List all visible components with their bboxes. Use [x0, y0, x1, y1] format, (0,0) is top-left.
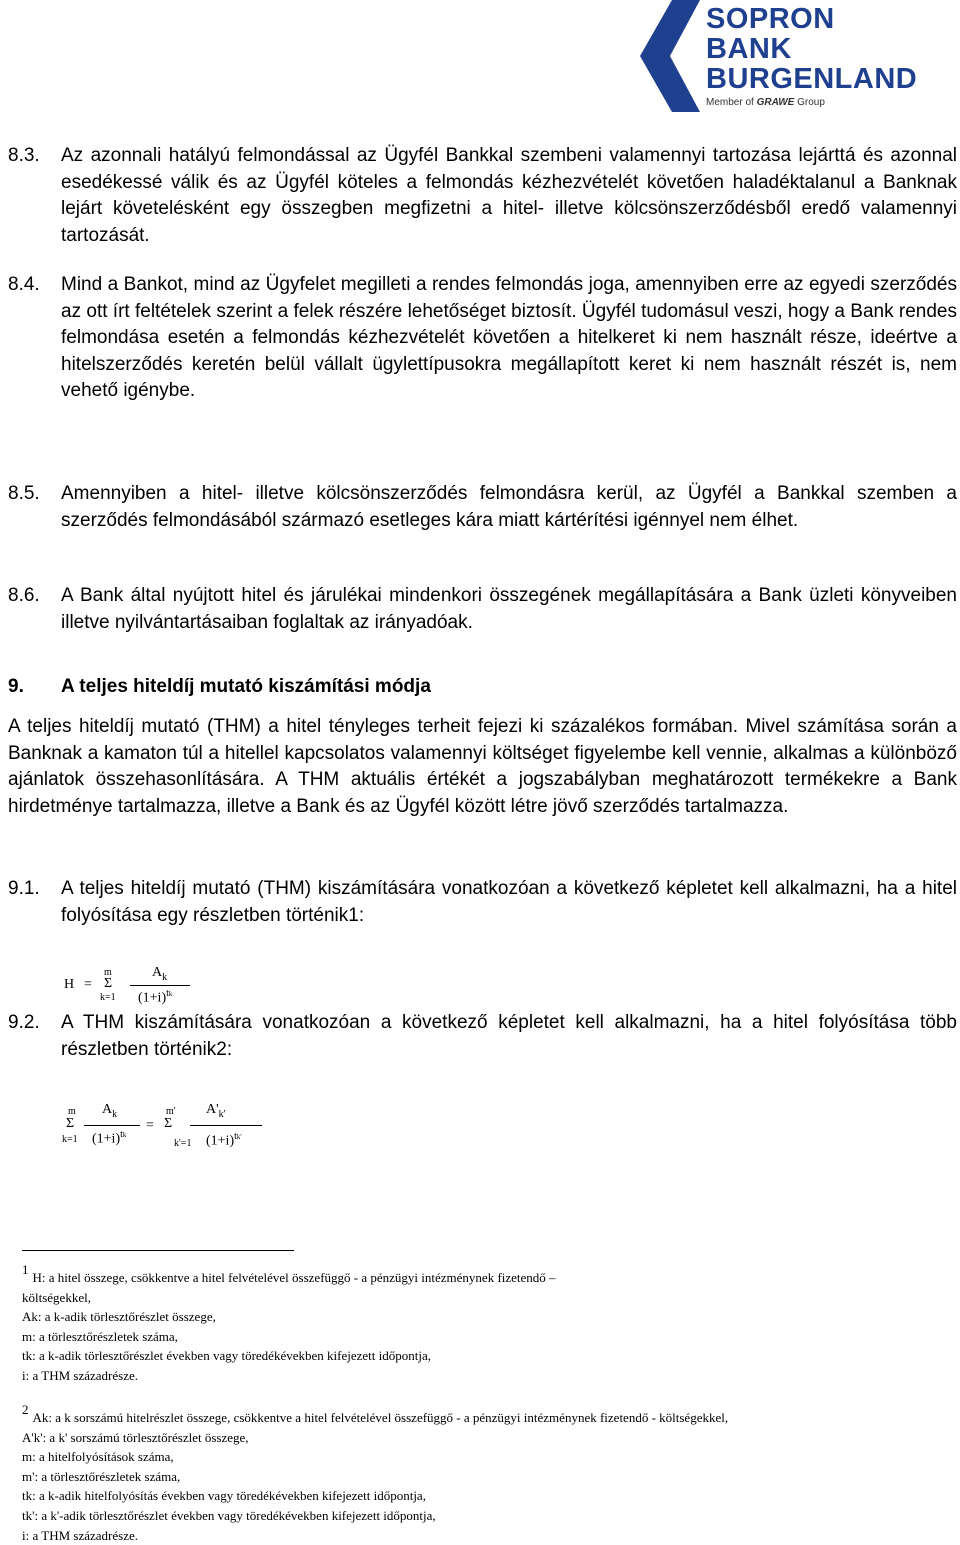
- footnote-separator: [22, 1250, 294, 1251]
- section-number: 8.6.: [8, 585, 40, 606]
- formula-lhs: H: [64, 977, 75, 992]
- left-numerator-subscript: k: [112, 1108, 118, 1120]
- footnote-line: költségekkel,: [22, 1289, 91, 1305]
- logo-line-2: BANK: [706, 33, 792, 65]
- footnote-line: [22, 1402, 952, 1428]
- section-9-intro: A teljes hiteldíj mutató (THM) a hitel tényleges terheit fejezi ki százalékos formában. Mivel számítása során a Banknak a kamaton túl a hitellel kapcsolatos valamennyi költséget figyelembe kell vennie, alkalmas a különböző ajánlatok összehasonlítására. A THM aktuális értékét a jogszabályban meghatározott termékekre a Bank hirdetménye tartalmazza, illetve a Bank és az Ügyfél között létre jövő szerződés tartalmazza.: [8, 716, 957, 817]
- section-8-6: [0, 583, 960, 639]
- footnote-marker: 1: [22, 1262, 29, 1277]
- formula-1: [58, 962, 208, 1007]
- footnote-line: m': a törlesztőrészletek száma,: [22, 1468, 181, 1484]
- sum-lower: k=1: [100, 992, 116, 1003]
- exponent-subscript: k: [168, 990, 173, 998]
- heading-number: 9.: [8, 676, 24, 697]
- right-denominator-exponent: [234, 1131, 242, 1142]
- logo-chevron-icon: [640, 0, 704, 112]
- right-numerator-subscript: k': [218, 1108, 226, 1120]
- right-sum-symbol: Σ: [164, 1116, 173, 1131]
- footnote-line: m: a hitelfolyósítások száma,: [22, 1449, 174, 1465]
- footnote-text: H: a hitel összege, csökkentve a hitel felvételével összefüggő - a pénzügyi intézménynek fizetendő –: [32, 1270, 556, 1285]
- denominator-exponent: [166, 988, 172, 999]
- footnote-line: i: a THM századrésze.: [22, 1367, 138, 1383]
- section-text: A THM kiszámítására vonatkozóan a következő képletet kell alkalmazni, ha a hitel folyósítása több részletben történik2:: [61, 1012, 957, 1060]
- logo-wordmark: [706, 4, 917, 94]
- right-numerator-symbol: A': [206, 1102, 219, 1117]
- formula-2: [60, 1100, 280, 1155]
- section-text: A Bank által nyújtott hitel és járulékai mindenkori összegének megállapítására a Bank üzleti könyveiben illetve nyilvántartásaiban foglaltak az irányadóak.: [61, 585, 957, 633]
- logo-line-3: BURGENLAND: [706, 63, 918, 95]
- footnote-line: Ak: a k-adik törlesztőrészlet összege,: [22, 1309, 216, 1325]
- left-denominator: [92, 1129, 126, 1148]
- section-8-5: [0, 481, 960, 563]
- section-number: 9.1.: [8, 878, 40, 899]
- left-sum-upper: m: [68, 1106, 76, 1117]
- section-text: Az azonnali hatályú felmondással az Ügyfél Bankkal szembeni valamennyi tartozása lejárttá és azonnal esedékessé válik és az Ügyfél köteles a felmondás kézhezvételét követően haladéktalanul a Banknak lejárt követelésként egy összegben megfizetni a hitel- illetve kölcsönszerződésből eredő valamennyi tartozását.: [61, 145, 957, 246]
- formula-equals: =: [84, 977, 92, 992]
- footnote-marker: 2: [22, 1402, 29, 1417]
- right-denominator: [206, 1131, 242, 1150]
- footnote-2: [22, 1402, 952, 1545]
- section-number: 8.3.: [8, 145, 40, 166]
- section-number: 8.5.: [8, 483, 40, 504]
- left-exponent-symbol: t: [120, 1129, 123, 1140]
- left-numerator: [102, 1102, 117, 1120]
- section-8-3: [0, 143, 960, 251]
- right-denominator-base: (1+i): [206, 1133, 235, 1149]
- footnote-line: A'k': a k' sorszámú törlesztőrészlet összege,: [22, 1429, 249, 1445]
- left-denominator-exponent: [120, 1129, 126, 1140]
- section-number: 9.2.: [8, 1012, 40, 1033]
- footnote-line: i: a THM századrésze.: [22, 1527, 138, 1543]
- bank-logo: [706, 4, 956, 112]
- left-numerator-symbol: A: [102, 1102, 113, 1117]
- left-denominator-base: (1+i): [92, 1131, 121, 1147]
- footnote-line: m: a törlesztőrészletek száma,: [22, 1328, 178, 1344]
- denominator: [138, 988, 172, 1007]
- right-fraction-bar: [190, 1125, 262, 1126]
- left-exponent-subscript: k: [122, 1131, 127, 1139]
- section-9-1: [0, 876, 960, 932]
- footnote-line: tk': a k'-adik törlesztőrészlet években vagy töredékévekben kifejezett időpontja,: [22, 1507, 436, 1523]
- footnote-text: Ak: a k sorszámú hitelrészlet összege, csökkentve a hitel felvételével összefüggő - a pénzügyi intézménynek fizetendő - költségekkel,: [32, 1410, 729, 1425]
- denominator-base: (1+i): [138, 990, 167, 1006]
- section-text: Amennyiben a hitel- illetve kölcsönszerződés felmondásra kerül, az Ügyfél a Bankkal szemben a szerződés felmondásából származó esetleges kára miatt kártérítési igénnyel nem élhet.: [61, 483, 957, 531]
- right-numerator: [206, 1102, 225, 1120]
- right-sum-lower: k'=1: [174, 1138, 192, 1149]
- footnote-line: tk: a k-adik hitelfolyósítás években vagy töredékévekben kifejezett időpontja,: [22, 1488, 426, 1504]
- sum-upper: m: [104, 967, 112, 978]
- section-9-2: [0, 1010, 960, 1066]
- fraction-bar: [130, 985, 190, 986]
- numerator: [152, 965, 167, 983]
- left-sum-lower: k=1: [62, 1134, 78, 1145]
- footnote-line: [22, 1262, 952, 1288]
- right-exponent-subscript: k': [236, 1133, 242, 1141]
- left-fraction-bar: [84, 1125, 140, 1126]
- section-8-4: [0, 272, 960, 462]
- footnote-1: [22, 1262, 952, 1386]
- left-sum-symbol: Σ: [66, 1116, 75, 1131]
- logo-member-prefix: Member of: [706, 97, 757, 108]
- heading-title: A teljes hiteldíj mutató kiszámítási módja: [61, 676, 431, 697]
- numerator-subscript: k: [162, 971, 168, 983]
- logo-member-group: GRAWE: [756, 97, 795, 108]
- footnote-line: tk: a k-adik törlesztőrészlet években vagy töredékévekben kifejezett időpontja,: [22, 1348, 431, 1364]
- section-text: Mind a Bankot, mind az Ügyfelet megilleti a rendes felmondás joga, amennyiben erre az egyedi szerződés az ott írt feltételek szerint a felek részére lehetőséget biztosít. Ügyfél tudomásul veszi, hogy a Bank rendes felmondása esetén a felmondás kézhezvételét követően a hitelkeret ki nem használt része, ideértve a hitelszerződés keretén belül vállalt ügylettípusokra megállapított keret ki nem használt részét is, nem vehető igénybe.: [61, 274, 957, 402]
- section-9-heading: [0, 674, 960, 702]
- right-sum-upper: m': [166, 1106, 176, 1117]
- formula-equals: =: [146, 1118, 154, 1133]
- exponent-symbol: t: [166, 988, 169, 999]
- section-text: A teljes hiteldíj mutató (THM) kiszámítására vonatkozóan a következő képletet kell alkalmazni, ha a hitel folyósítása egy részletben történik1:: [61, 878, 957, 926]
- right-exponent-symbol: t: [234, 1131, 237, 1142]
- numerator-symbol: A: [152, 965, 163, 980]
- section-number: 8.4.: [8, 274, 40, 295]
- logo-line-1: SOPRON: [706, 3, 835, 35]
- sum-symbol: Σ: [104, 976, 113, 991]
- logo-member-line: [706, 97, 825, 108]
- logo-member-suffix: Group: [794, 97, 825, 108]
